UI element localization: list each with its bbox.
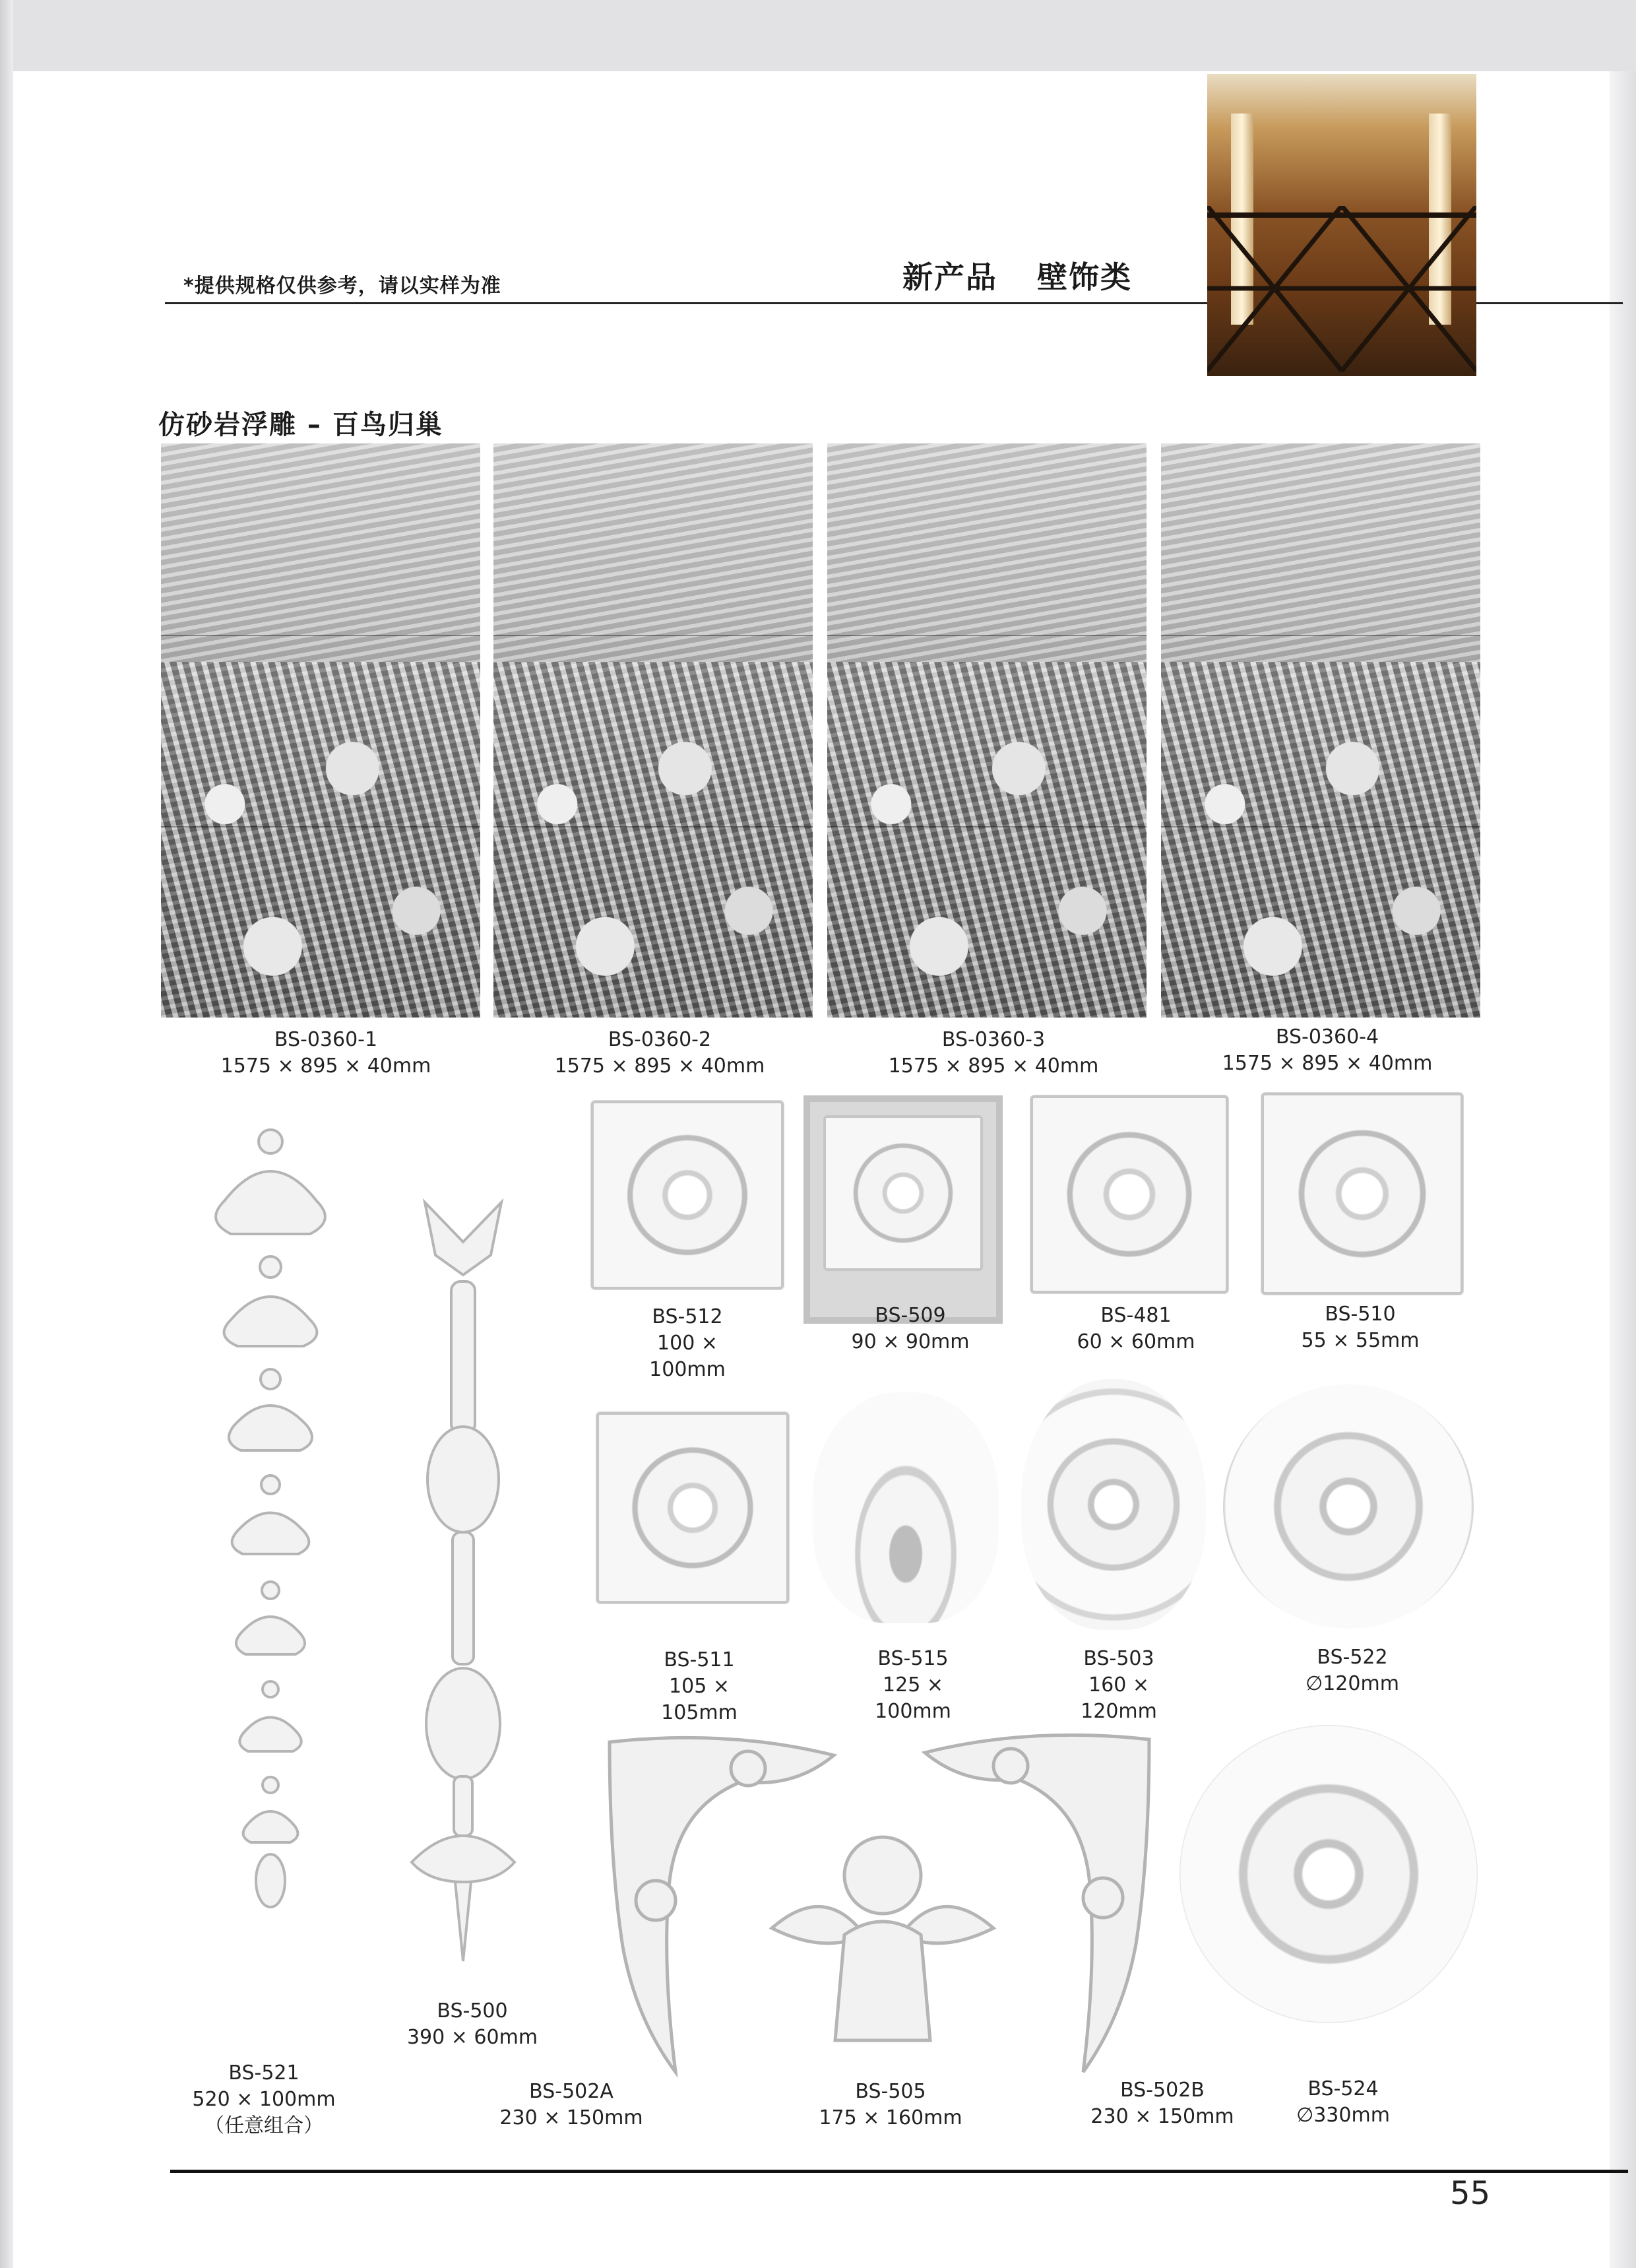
relief-panel-2 — [493, 443, 813, 1018]
product-size: 60 × 60mm — [1077, 1330, 1195, 1353]
product-code: BS-0360-4 — [1275, 1025, 1379, 1049]
relief-panel-3 — [827, 443, 1147, 1018]
product-size: 1575 × 895 × 40mm — [888, 1054, 1099, 1078]
railing-lattice — [1207, 206, 1476, 376]
product-code: BS-511 — [664, 1648, 735, 1671]
product-code: BS-515 — [877, 1647, 949, 1670]
product-size: 125 × 100mm — [875, 1673, 951, 1723]
item-caption — [1286, 1644, 1418, 1697]
product-code: BS-0360-2 — [608, 1028, 712, 1051]
item-caption — [633, 1647, 765, 1726]
product-code: BS-522 — [1317, 1646, 1388, 1669]
ornament-bs-509-frame — [803, 1095, 1003, 1324]
acanthus-corner-right-drawing — [917, 1726, 1162, 2085]
page-number: 55 — [1450, 2175, 1491, 2212]
product-size: 55 × 55mm — [1301, 1329, 1420, 1352]
ornament-bs-509 — [823, 1115, 983, 1271]
ornament-bs-481 — [1030, 1095, 1228, 1293]
product-note: （任意组合） — [204, 2114, 323, 2137]
item-caption — [387, 1998, 558, 2051]
product-size: 160 × 120mm — [1081, 1673, 1157, 1723]
section-title — [902, 253, 1132, 297]
item-caption — [1294, 1301, 1426, 1354]
product-size: 1575 × 895 × 40mm — [1222, 1052, 1433, 1075]
ornament-bs-510 — [1261, 1093, 1463, 1295]
panel-caption — [528, 1027, 792, 1080]
ornament-bs-515 — [813, 1392, 999, 1623]
product-code: BS-481 — [1100, 1304, 1172, 1327]
item-caption — [1257, 2076, 1429, 2129]
product-size: 1575 × 895 × 40mm — [554, 1054, 765, 1078]
product-code: BS-502A — [529, 2080, 614, 2103]
product-size: 230 × 150mm — [1090, 2105, 1234, 2128]
ornament-bs-512 — [591, 1101, 784, 1289]
bell-chain-drawing — [185, 1128, 356, 2039]
item-caption — [844, 1303, 976, 1355]
ornament-bs-522 — [1223, 1384, 1474, 1629]
item-caption — [1077, 2077, 1248, 2130]
ornament-bs-524 — [1180, 1725, 1478, 2023]
product-code: BS-502B — [1120, 2079, 1205, 2102]
ornament-bs-503 — [1021, 1379, 1206, 1630]
product-code: BS-500 — [437, 1999, 508, 2023]
product-size: ∅330mm — [1296, 2104, 1390, 2127]
column-pendant-drawing — [398, 1196, 528, 1968]
product-size: 520 × 100mm — [192, 2088, 336, 2111]
item-caption — [805, 2079, 976, 2131]
item-caption — [847, 1646, 979, 1725]
product-size: 90 × 90mm — [851, 1330, 970, 1353]
ornament-bs-521 — [185, 1128, 356, 2039]
scan-edge-right — [1610, 71, 1636, 2268]
product-size: 105 × 105mm — [661, 1675, 738, 1724]
product-size: 175 × 160mm — [819, 2106, 962, 2129]
item-caption — [621, 1304, 753, 1383]
product-size: 100 × 100mm — [649, 1332, 726, 1381]
disclaimer-note: *提供规格仅供参考，请以实样为准 — [183, 275, 501, 298]
product-size: 1575 × 895 × 40mm — [220, 1054, 431, 1078]
product-size: 390 × 60mm — [406, 2026, 538, 2049]
scan-background — [0, 0, 1636, 71]
interior-photo — [1207, 74, 1476, 376]
product-code: BS-512 — [652, 1305, 723, 1328]
item-caption — [1070, 1303, 1202, 1355]
ornament-bs-500 — [398, 1196, 528, 1968]
ornament-bs-502b — [917, 1726, 1162, 2085]
footer-rule — [170, 2170, 1628, 2173]
relief-panel-4 — [1161, 443, 1480, 1018]
section-label: 新产品 — [902, 259, 997, 295]
item-caption — [172, 2060, 356, 2139]
product-code: BS-503 — [1083, 1647, 1154, 1670]
category-label: 壁饰类 — [1037, 259, 1132, 295]
scan-edge-left — [0, 0, 13, 2268]
panel-caption — [1195, 1024, 1459, 1077]
panel-caption — [194, 1027, 458, 1080]
ornament-bs-511 — [596, 1412, 789, 1604]
item-caption — [1053, 1646, 1185, 1725]
product-code: BS-509 — [875, 1304, 946, 1327]
product-code: BS-521 — [228, 2061, 299, 2085]
product-size: ∅120mm — [1306, 1672, 1399, 1695]
product-series-title: 仿砂岩浮雕 – 百鸟归巢 — [158, 410, 443, 440]
product-code: BS-505 — [855, 2080, 926, 2103]
product-code: BS-0360-1 — [274, 1028, 378, 1051]
product-size: 230 × 150mm — [499, 2106, 643, 2129]
product-code: BS-524 — [1307, 2077, 1379, 2100]
product-code: BS-510 — [1325, 1303, 1396, 1326]
panel-caption — [862, 1027, 1125, 1080]
relief-panel-1 — [161, 443, 480, 1018]
item-caption — [486, 2079, 657, 2131]
product-code: BS-0360-3 — [941, 1028, 1046, 1051]
